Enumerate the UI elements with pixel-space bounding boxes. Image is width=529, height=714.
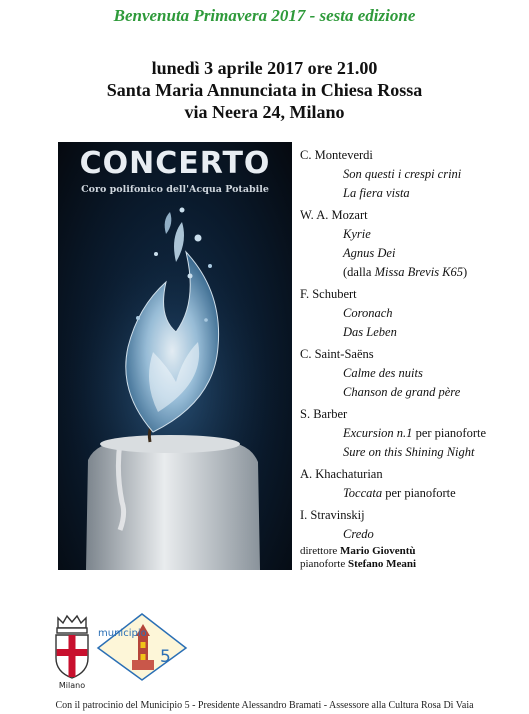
work-title: Das Leben [343,325,397,339]
work-instrument: per pianoforte [382,486,456,500]
program-item-stravinskij [300,506,529,544]
work-line [300,484,529,503]
work-title: Chanson de grand père [343,385,461,399]
program-item-khachaturian [300,465,529,503]
program-item-mozart [300,206,529,282]
composer-name: W. A. Mozart [300,208,368,222]
work-title: Kyrie [343,227,371,241]
concert-program [300,146,529,544]
concert-poster-image [58,142,292,570]
composer-name: C. Saint-Saëns [300,347,374,361]
work-line [300,424,529,443]
event-venue: Santa Maria Annunciata in Chiesa Rossa [106,80,423,100]
work-title: Son questi i crespi crini [343,167,462,181]
director-credit [300,545,416,558]
municipio-text: municipio [98,628,147,639]
poster-subtitle: Coro polifonico dell'Acqua Potabile [81,184,269,195]
work-note-close: ) [463,265,468,279]
composer-name: S. Barber [300,407,348,421]
pianist-name: Stefano Meani [347,558,417,570]
performer-credits [300,545,416,571]
work-title: Coronach [343,306,393,320]
work-note-open: (dalla [343,265,375,279]
pianist-role: pianoforte [300,558,348,570]
work-title: Agnus Dei [343,246,396,260]
work-title: Excursion n.1 [343,426,413,440]
work-title: Calme des nuits [343,366,423,380]
event-series-banner: Benvenuta Primavera 2017 - sesta edizione [113,6,416,25]
program-item-saint-saens [300,345,529,402]
composer-name: F. Schubert [300,287,357,301]
director-role: direttore [300,545,341,557]
program-item-schubert [300,285,529,342]
work-title: La fiera vista [343,186,410,200]
municipio-5-logo-icon [96,612,188,682]
pianist-credit [300,558,416,571]
milano-coat-of-arms-icon [52,614,92,680]
composer-name: A. Khachaturian [300,467,383,481]
municipio-number: 5 [160,647,171,667]
milano-logo-label: Milano [58,681,86,690]
event-date-time: lunedì 3 aprile 2017 ore 21.00 [151,58,378,78]
work-note-title: Missa Brevis K65 [374,265,464,279]
work-instrument: per pianoforte [412,426,487,440]
composer-name: C. Monteverdi [300,148,373,162]
event-details [0,57,529,123]
poster-title: CONCERTO [79,146,271,181]
work-title: Credo [343,527,374,541]
work-title: Sure on this Shining Night [343,445,475,459]
director-name: Mario Gioventù [340,545,416,557]
composer-name: I. Stravinskij [300,508,365,522]
sponsorship-footer: Con il patrocinio del Municipio 5 - Presidente Alessandro Bramati - Assessore alla Cultura Rosa Di Vaia [55,700,474,711]
candle-water-flame-illustration [58,142,292,570]
work-note [300,263,529,282]
program-item-monteverdi [300,146,529,203]
program-item-barber [300,405,529,462]
event-address: via Neera 24, Milano [184,102,345,122]
work-title: Toccata [343,486,383,500]
